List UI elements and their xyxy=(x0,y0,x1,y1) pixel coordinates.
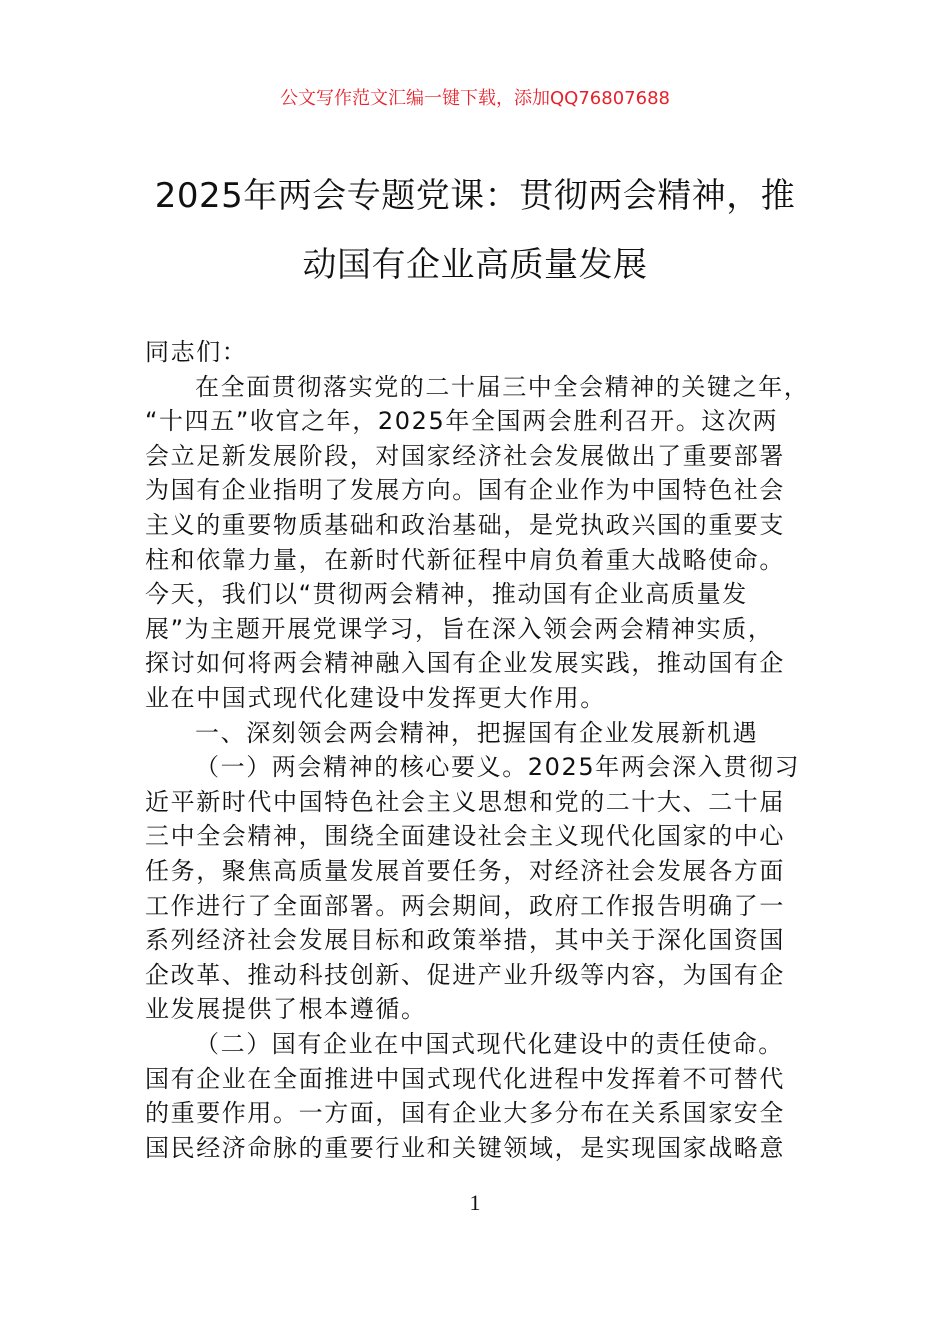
body-text-line: 三中全会精神，围绕全面建设社会主义现代化国家的中心 xyxy=(145,822,785,851)
body-text-line: 系列经济社会发展目标和政策举措，其中关于深化国资国 xyxy=(145,926,785,955)
download-watermark-header: 公文写作范文汇编一键下载，添加QQ76807688 xyxy=(280,88,670,109)
body-text-line: 国民经济命脉的重要行业和关键领域，是实现国家战略意 xyxy=(145,1133,785,1162)
body-text-line: 任务，聚焦高质量发展首要任务，对经济社会发展各方面 xyxy=(145,857,785,885)
body-text-line: 同志们： xyxy=(145,338,248,366)
body-text-line: 在全面贯彻落实党的二十届三中全会精神的关键之年， xyxy=(195,372,810,401)
body-text-line: 主义的重要物质基础和政治基础，是党执政兴国的重要支 xyxy=(145,511,785,539)
body-text-line: 柱和依靠力量，在新时代新征程中肩负着重大战略使命。 xyxy=(145,545,785,574)
body-text-line: 展”为主题开展党课学习，旨在深入领会两会精神实质， xyxy=(145,614,774,643)
body-text-line: （一）两会精神的核心要义。2025年两会深入贯彻习 xyxy=(195,753,801,782)
body-text-line: “十四五”收官之年，2025年全国两会胜利召开。这次两 xyxy=(145,407,779,436)
body-text-line: 今天，我们以“贯彻两会精神，推动国有企业高质量发 xyxy=(145,580,748,609)
body-text-line: 探讨如何将两会精神融入国有企业发展实践，推动国有企 xyxy=(145,649,785,678)
body-text-line: 的重要作用。一方面，国有企业大多分布在关系国家安全 xyxy=(145,1099,785,1128)
body-text-line: 近平新时代中国特色社会主义思想和党的二十大、二十届 xyxy=(145,787,785,816)
body-text-line: 业发展提供了根本遵循。 xyxy=(145,995,427,1024)
body-text-line: 会立足新发展阶段，对国家经济社会发展做出了重要部署 xyxy=(145,441,785,470)
body-text-line: 工作进行了全面部署。两会期间，政府工作报告明确了一 xyxy=(145,891,785,920)
page-number: 1 xyxy=(469,1190,481,1215)
body-text-line: （二）国有企业在中国式现代化建设中的责任使命。 xyxy=(195,1030,784,1058)
body-text-line: 业在中国式现代化建设中发挥更大作用。 xyxy=(145,684,606,712)
body-text-line: 企改革、推动科技创新、促进产业升级等内容，为国有企 xyxy=(145,960,785,989)
body-text-line: 为国有企业指明了发展方向。国有企业作为中国特色社会 xyxy=(145,476,785,505)
body-text-line: 国有企业在全面推进中国式现代化进程中发挥着不可替代 xyxy=(145,1064,785,1093)
document-title-line-2: 动国有企业高质量发展 xyxy=(302,245,648,285)
section-heading: 一、深刻领会两会精神，把握国有企业发展新机遇 xyxy=(195,718,759,747)
document-title-line-1: 2025年两会专题党课：贯彻两会精神，推 xyxy=(154,176,796,216)
